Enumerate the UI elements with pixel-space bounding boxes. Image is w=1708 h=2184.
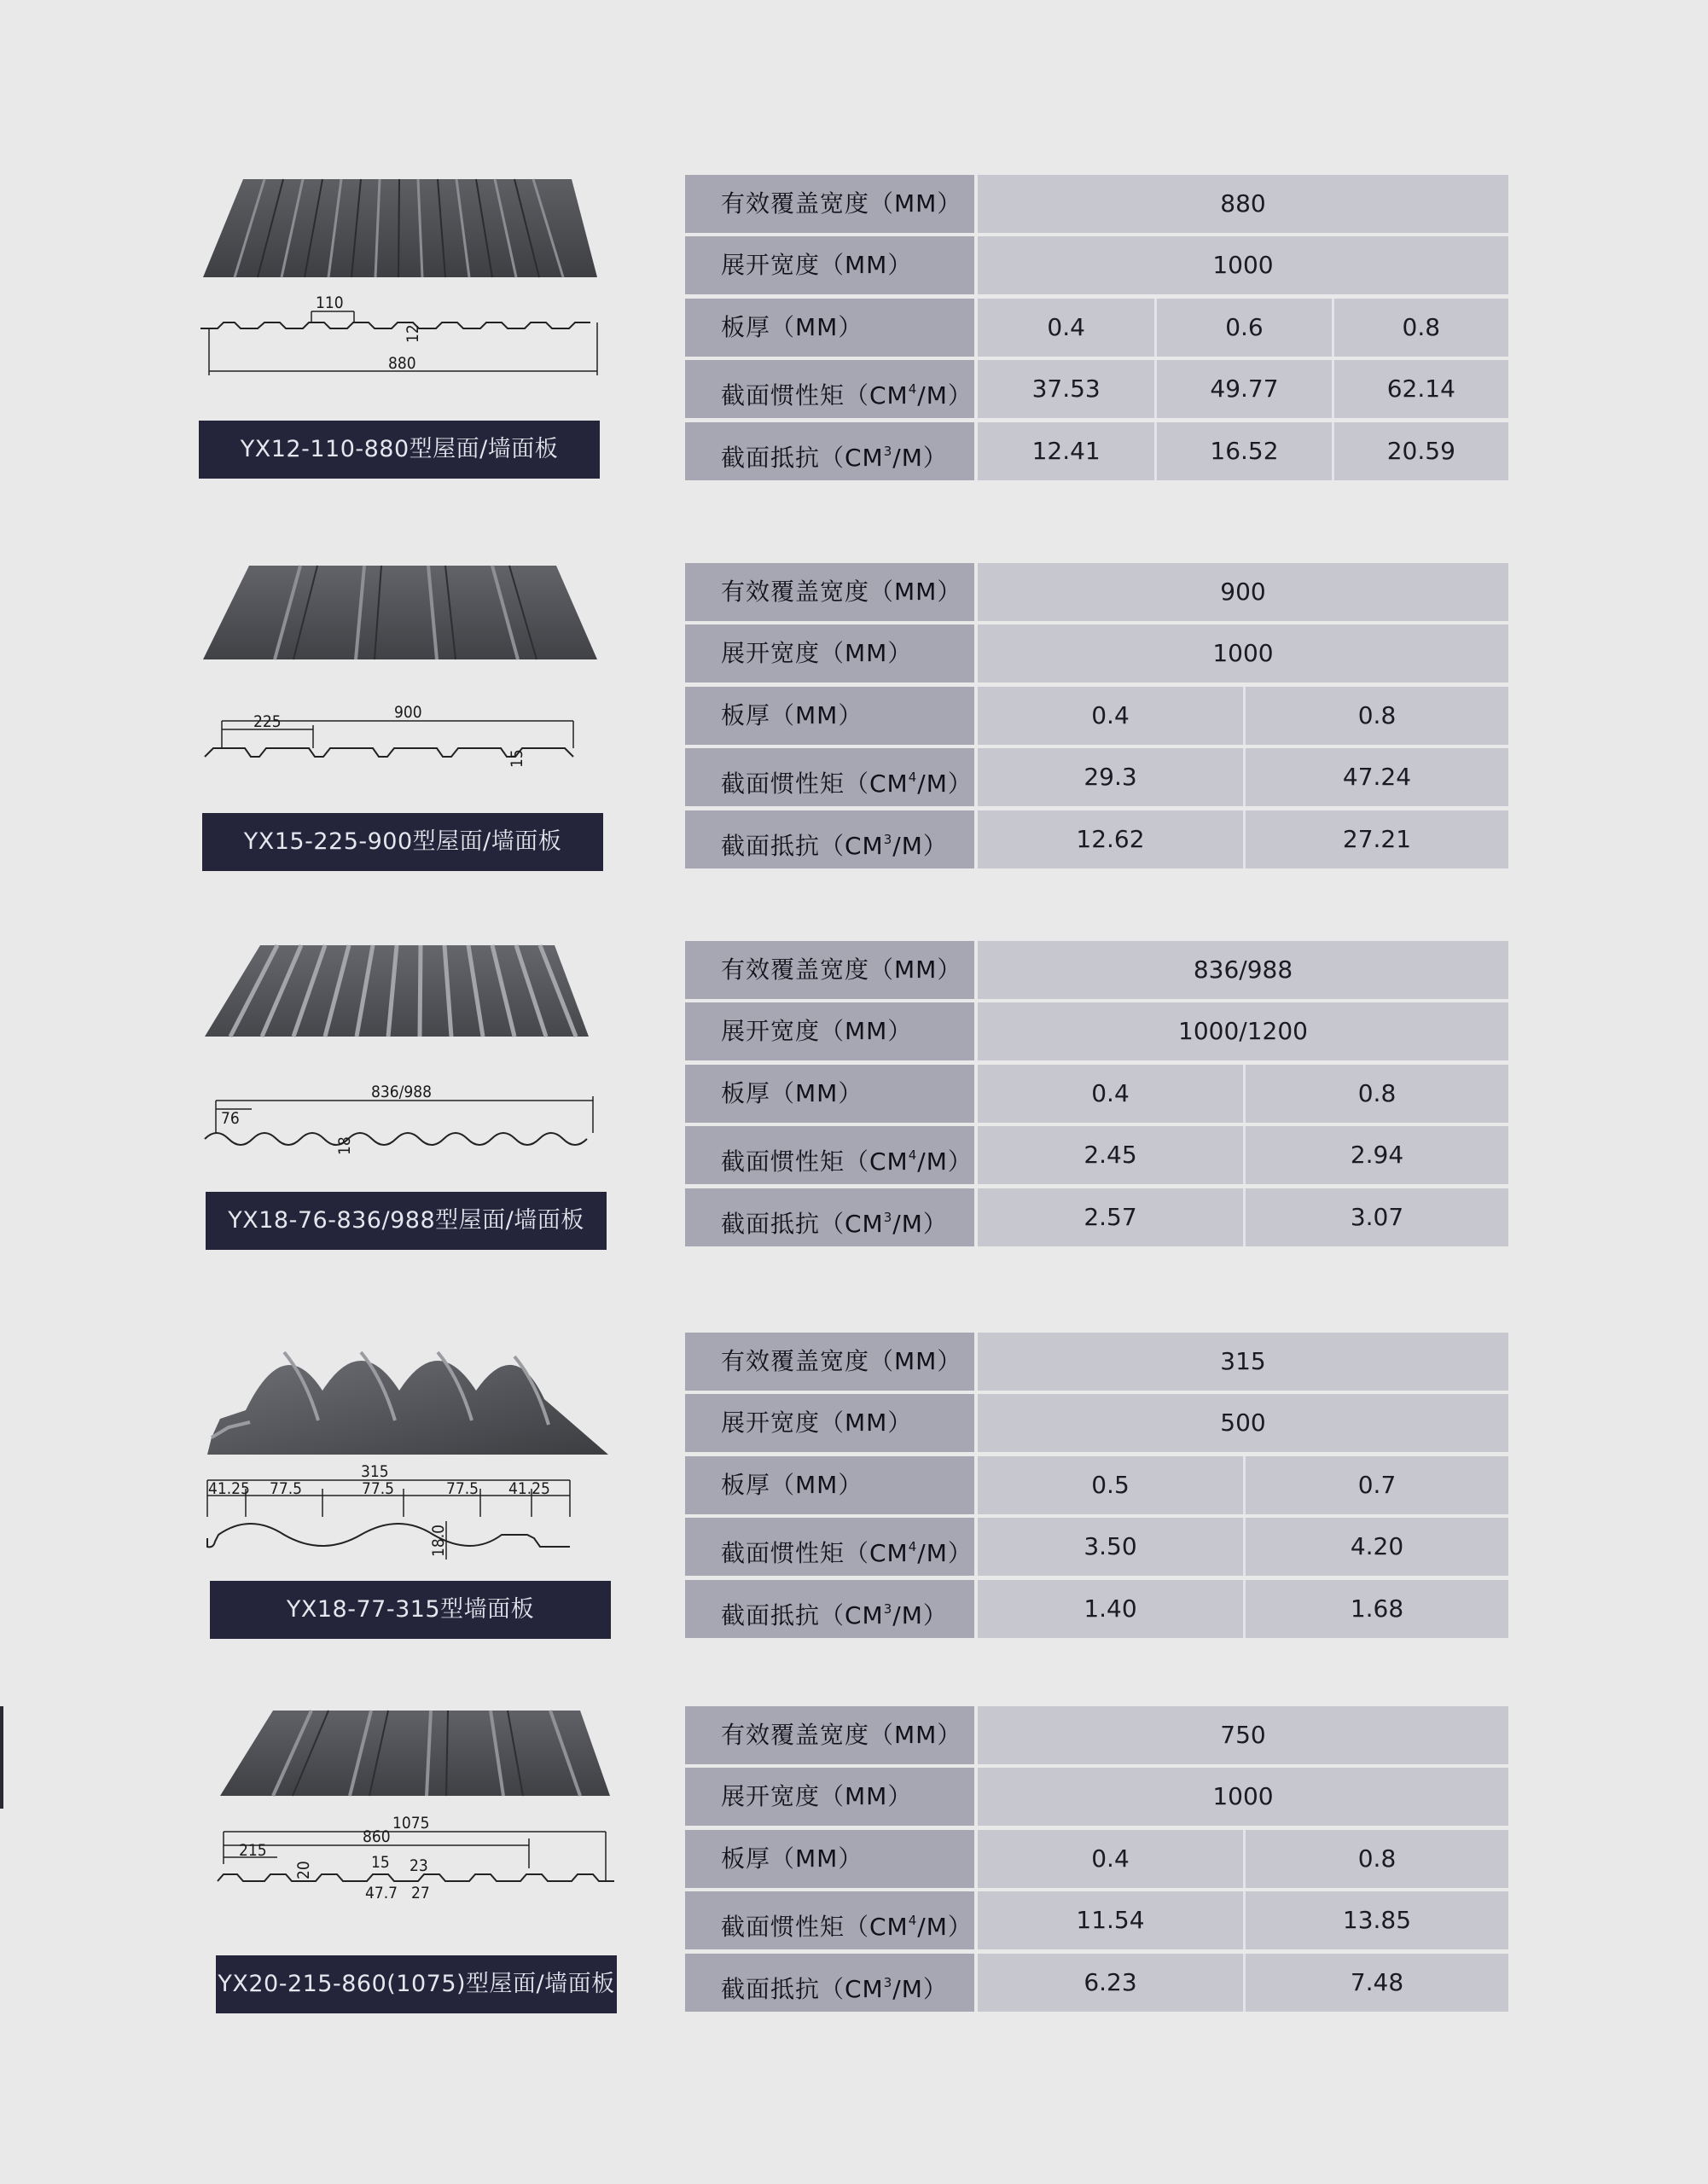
label-text: 截面惯性矩（CM bbox=[721, 770, 909, 799]
label-thickness: 板厚（MM） bbox=[685, 299, 978, 357]
label-resistance bbox=[685, 1954, 978, 2012]
thickness-value: 0.5 bbox=[1091, 1470, 1130, 1499]
profile-drawing bbox=[203, 1453, 613, 1562]
label-text: /M） bbox=[892, 1974, 948, 2003]
label-text: /M） bbox=[917, 1539, 973, 1568]
spec-table bbox=[685, 1706, 1508, 2012]
resistance-values bbox=[978, 422, 1508, 480]
label-text: 截面抵抗（CM bbox=[721, 1209, 884, 1238]
label-sup: 3 bbox=[883, 1974, 893, 1990]
label-sup: 4 bbox=[908, 381, 918, 398]
dim-label: 15 bbox=[371, 1853, 390, 1872]
dim-label: 215 bbox=[239, 1841, 267, 1860]
roof-panel-image bbox=[213, 1706, 623, 1804]
thickness-value: 0.8 bbox=[1243, 1065, 1508, 1123]
label-text: 截面抵抗（CM bbox=[721, 443, 884, 472]
inertia-value: 11.54 bbox=[1076, 1906, 1145, 1935]
label-coverage: 有效覆盖宽度（MM） bbox=[685, 1333, 978, 1391]
inertia-value: 49.77 bbox=[1154, 360, 1331, 418]
label-text: 截面惯性矩（CM bbox=[721, 1913, 909, 1942]
inertia-value: 3.50 bbox=[1083, 1532, 1137, 1561]
label-sup: 3 bbox=[883, 443, 893, 459]
dim-label: 77.5 bbox=[270, 1479, 303, 1498]
profile-drawing bbox=[213, 1813, 623, 1907]
resistance-value: 3.07 bbox=[1243, 1188, 1508, 1246]
label-resistance bbox=[685, 810, 978, 868]
dim-label: 900 bbox=[394, 703, 422, 722]
coverage-value: 900 bbox=[1220, 578, 1266, 606]
label-sup: 4 bbox=[908, 770, 918, 786]
spec-table bbox=[685, 563, 1508, 868]
label-resistance bbox=[685, 422, 978, 480]
resistance-value: 20.59 bbox=[1332, 422, 1508, 480]
resistance-values bbox=[978, 1954, 1508, 2012]
label-sup: 4 bbox=[908, 1147, 918, 1164]
inertia-value: 13.85 bbox=[1243, 1891, 1508, 1949]
dim-label: 860 bbox=[363, 1827, 391, 1846]
label-sup: 3 bbox=[883, 831, 893, 847]
unfold-value: 500 bbox=[1220, 1409, 1266, 1438]
label-coverage: 有效覆盖宽度（MM） bbox=[685, 563, 978, 621]
thickness-value: 0.4 bbox=[1047, 312, 1085, 341]
inertia-value: 4.20 bbox=[1243, 1518, 1508, 1576]
label-unfold: 展开宽度（MM） bbox=[685, 624, 978, 682]
label-sup: 4 bbox=[908, 1539, 918, 1555]
unfold-value: 1000 bbox=[1212, 639, 1274, 668]
thickness-values bbox=[978, 1456, 1508, 1514]
thickness-value: 0.6 bbox=[1154, 299, 1331, 357]
roof-panel-image bbox=[196, 171, 606, 282]
label-text: 截面抵抗（CM bbox=[721, 1600, 884, 1629]
resistance-value: 7.48 bbox=[1243, 1954, 1508, 2012]
roof-panel-image bbox=[200, 938, 610, 1045]
unfold-value: 1000/1200 bbox=[1178, 1017, 1308, 1046]
label-inertia bbox=[685, 748, 978, 806]
dim-label: 18 bbox=[335, 1136, 354, 1155]
dim-label: 41.25 bbox=[508, 1479, 550, 1498]
inertia-value: 37.53 bbox=[1031, 375, 1101, 404]
dim-label: 110 bbox=[316, 293, 344, 312]
label-sup: 3 bbox=[883, 1209, 893, 1225]
unfold-values bbox=[978, 1002, 1508, 1060]
page-edge-mark bbox=[0, 1706, 3, 1809]
label-inertia bbox=[685, 360, 978, 418]
coverage-values bbox=[978, 1706, 1508, 1764]
dim-label: 18.0 bbox=[429, 1524, 448, 1557]
inertia-values bbox=[978, 1518, 1508, 1576]
coverage-values bbox=[978, 175, 1508, 233]
label-text: /M） bbox=[917, 1147, 973, 1176]
roof-panel-image bbox=[198, 559, 607, 665]
dim-label: 836/988 bbox=[371, 1083, 432, 1101]
label-text: /M） bbox=[917, 770, 973, 799]
dim-label: 15 bbox=[508, 749, 526, 768]
dim-label: 1075 bbox=[392, 1814, 430, 1833]
label-coverage: 有效覆盖宽度（MM） bbox=[685, 941, 978, 999]
spec-table bbox=[685, 941, 1508, 1246]
label-coverage: 有效覆盖宽度（MM） bbox=[685, 1706, 978, 1764]
unfold-values bbox=[978, 236, 1508, 294]
coverage-value: 315 bbox=[1220, 1347, 1266, 1375]
label-sup: 3 bbox=[883, 1600, 893, 1617]
profile-drawing bbox=[198, 695, 607, 772]
label-text: 截面惯性矩（CM bbox=[721, 1539, 909, 1568]
thickness-value: 0.7 bbox=[1243, 1456, 1508, 1514]
thickness-value: 0.4 bbox=[1091, 700, 1130, 729]
thickness-value: 0.8 bbox=[1243, 687, 1508, 745]
label-text: /M） bbox=[892, 831, 948, 860]
dim-label: 20 bbox=[294, 1861, 313, 1879]
dim-label: 12 bbox=[404, 324, 422, 343]
thickness-value: 0.4 bbox=[1091, 1844, 1130, 1873]
label-coverage: 有效覆盖宽度（MM） bbox=[685, 175, 978, 233]
resistance-value: 2.57 bbox=[1083, 1202, 1137, 1231]
inertia-value: 62.14 bbox=[1332, 360, 1508, 418]
coverage-values bbox=[978, 1333, 1508, 1391]
coverage-values bbox=[978, 941, 1508, 999]
resistance-values bbox=[978, 1580, 1508, 1638]
thickness-value: 0.4 bbox=[1091, 1078, 1130, 1107]
label-unfold: 展开宽度（MM） bbox=[685, 1768, 978, 1826]
product-caption: YX12-110-880型屋面/墙面板 bbox=[199, 421, 600, 479]
label-unfold: 展开宽度（MM） bbox=[685, 1002, 978, 1060]
label-text: 截面惯性矩（CM bbox=[721, 1147, 909, 1176]
label-text: 截面抵抗（CM bbox=[721, 1974, 884, 2003]
resistance-value: 12.62 bbox=[1076, 824, 1145, 853]
spec-table bbox=[685, 1333, 1508, 1638]
inertia-value: 2.94 bbox=[1243, 1126, 1508, 1184]
thickness-value: 0.8 bbox=[1243, 1830, 1508, 1888]
roof-panel-image bbox=[203, 1327, 613, 1463]
label-text: /M） bbox=[917, 381, 973, 410]
label-resistance bbox=[685, 1188, 978, 1246]
inertia-value: 2.45 bbox=[1083, 1141, 1137, 1170]
dim-label: 76 bbox=[221, 1109, 240, 1128]
dim-label: 27 bbox=[411, 1884, 430, 1902]
label-inertia bbox=[685, 1126, 978, 1184]
spec-table bbox=[685, 175, 1508, 480]
dim-label: 41.25 bbox=[208, 1479, 250, 1498]
dim-label: 77.5 bbox=[362, 1479, 395, 1498]
label-text: 截面惯性矩（CM bbox=[721, 381, 909, 410]
label-thickness: 板厚（MM） bbox=[685, 1830, 978, 1888]
label-text: /M） bbox=[892, 443, 948, 472]
unfold-value: 1000 bbox=[1212, 1782, 1274, 1811]
label-text: /M） bbox=[917, 1913, 973, 1942]
label-thickness: 板厚（MM） bbox=[685, 687, 978, 745]
product-caption: YX15-225-900型屋面/墙面板 bbox=[202, 813, 603, 871]
resistance-value: 1.40 bbox=[1083, 1594, 1137, 1623]
unfold-values bbox=[978, 624, 1508, 682]
thickness-values bbox=[978, 1830, 1508, 1888]
label-thickness: 板厚（MM） bbox=[685, 1065, 978, 1123]
label-inertia bbox=[685, 1518, 978, 1576]
unfold-values bbox=[978, 1394, 1508, 1452]
resistance-values bbox=[978, 1188, 1508, 1246]
label-text: /M） bbox=[892, 1209, 948, 1238]
dim-label: 77.5 bbox=[446, 1479, 479, 1498]
dim-label: 23 bbox=[410, 1856, 428, 1875]
label-unfold: 展开宽度（MM） bbox=[685, 1394, 978, 1452]
coverage-values bbox=[978, 563, 1508, 621]
label-unfold: 展开宽度（MM） bbox=[685, 236, 978, 294]
label-thickness: 板厚（MM） bbox=[685, 1456, 978, 1514]
unfold-values bbox=[978, 1768, 1508, 1826]
product-caption: YX18-76-836/988型屋面/墙面板 bbox=[206, 1192, 607, 1250]
inertia-value: 29.3 bbox=[1083, 763, 1137, 792]
inertia-values bbox=[978, 748, 1508, 806]
resistance-values bbox=[978, 810, 1508, 868]
inertia-value: 47.24 bbox=[1243, 748, 1508, 806]
product-caption: YX20-215-860(1075)型屋面/墙面板 bbox=[216, 1955, 617, 2013]
product-caption: YX18-77-315型墙面板 bbox=[210, 1581, 611, 1639]
inertia-values bbox=[978, 1891, 1508, 1949]
unfold-value: 1000 bbox=[1212, 251, 1274, 280]
resistance-value: 27.21 bbox=[1243, 810, 1508, 868]
coverage-value: 836/988 bbox=[1193, 956, 1293, 984]
thickness-values bbox=[978, 687, 1508, 745]
resistance-value: 6.23 bbox=[1083, 1967, 1137, 1996]
thickness-value: 0.8 bbox=[1332, 299, 1508, 357]
resistance-value: 1.68 bbox=[1243, 1580, 1508, 1638]
dim-label: 880 bbox=[388, 354, 416, 373]
coverage-value: 880 bbox=[1220, 189, 1266, 218]
label-sup: 4 bbox=[908, 1913, 918, 1929]
thickness-values bbox=[978, 1065, 1508, 1123]
dim-label: 315 bbox=[361, 1462, 389, 1481]
dim-label: 47.7 bbox=[365, 1884, 398, 1902]
thickness-values bbox=[978, 299, 1508, 357]
label-text: 截面抵抗（CM bbox=[721, 831, 884, 860]
resistance-value: 12.41 bbox=[1031, 436, 1101, 465]
label-resistance bbox=[685, 1580, 978, 1638]
dim-label: 225 bbox=[253, 712, 282, 731]
coverage-value: 750 bbox=[1220, 1721, 1266, 1749]
label-inertia bbox=[685, 1891, 978, 1949]
inertia-values bbox=[978, 360, 1508, 418]
resistance-value: 16.52 bbox=[1154, 422, 1331, 480]
inertia-values bbox=[978, 1126, 1508, 1184]
profile-drawing bbox=[200, 1075, 610, 1156]
label-text: /M） bbox=[892, 1600, 948, 1629]
profile-drawing bbox=[196, 290, 606, 392]
